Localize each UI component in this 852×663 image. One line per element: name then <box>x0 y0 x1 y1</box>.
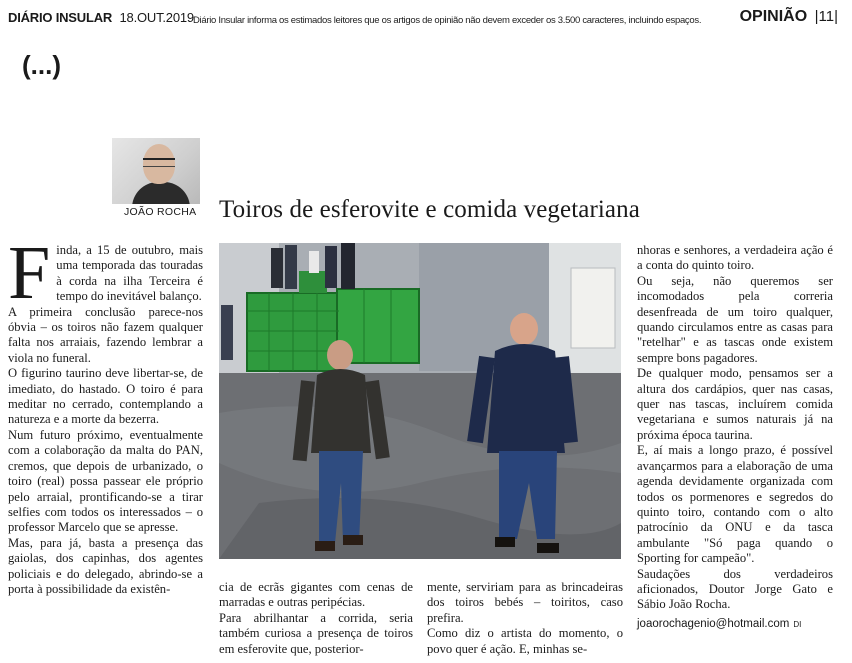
page-number: |11| <box>814 8 838 25</box>
author-email[interactable] <box>637 617 833 632</box>
article-column-3 <box>427 580 623 657</box>
issue-date: 18.OUT.2019 <box>119 10 194 25</box>
masthead <box>8 10 194 25</box>
paragraph: Saudações dos verdadeiros aficionados, Doutor Jorge Gato e Sábio João Rocha. <box>637 566 833 612</box>
paragraph: cia de ecrãs gigantes com cenas de marradas e outras peripécias. <box>219 580 413 610</box>
paragraph: Num futuro próximo, eventualmente com a colaboração da malta do PAN, cremos, que depois de urbanizado, o toiro (real) possa passear ele próprio pelo arraial, prontificando-se a tirar selfies com todos os interessados – o professor Marcelo que se apresse. <box>8 427 203 535</box>
paragraph: A primeira conclusão parece-nos óbvia – os toiros não fazem qualquer falta nos arraiais, fazendo lembrar a viola no funeral. <box>8 304 203 365</box>
drop-cap: F <box>8 231 51 315</box>
article-column-4 <box>637 243 833 632</box>
editorial-notice: Diário Insular informa os estimados leitores que os artigos de opinião não devem exceder os 3.500 caracteres, incluindo espaços. <box>193 15 702 26</box>
paragraph: nhoras e senhores, a verdadeira ação é a conta do quinto toiro. <box>637 243 833 273</box>
article-column-2 <box>219 580 413 657</box>
newspaper-name: DIÁRIO INSULAR <box>8 10 113 25</box>
article-photo <box>219 243 621 559</box>
paragraph: E, aí mais a longo prazo, é possível avançarmos para a elaboração de uma agenda devidamente organizada com todos os pormenores e segredos do quinto toiro, contando com o alto patrocínio da ONU e da tasca ambulante "Só paga quando o Sporting for campeão". <box>637 443 833 566</box>
email-address[interactable]: joaorochagenio@hotmail.com <box>637 617 790 630</box>
paragraph: Finda, a 15 de outubro, mais uma temporada das touradas à corda na ilha Terceira é tempo do inevitável balanço. <box>8 231 203 315</box>
paragraph: Ou seja, não queremos ser incomodados pela correria desenfreada de um toiro qualquer, quando circulamos entre as casas para "retelhar" e as tascas onde existem sempre bons pagadores. <box>637 273 833 365</box>
author-name: JOÃO ROCHA <box>124 206 197 218</box>
author-portrait <box>112 138 200 204</box>
paragraph: mente, serviriam para as brincadeiras dos toiros bebés – toiritos, caso prefira. <box>427 580 623 625</box>
section-name: OPINIÃO <box>739 8 808 25</box>
paragraph: Mas, para já, basta a presença das gaiolas, dos capinhas, dos agentes policiais e do delegado, abrindo-se a porta à possibilidade da existên- <box>8 535 203 596</box>
article-title: Toiros de esferovite e comida vegetariana <box>219 196 640 223</box>
paragraph: De qualquer modo, pensamos ser a altura dos cardápios, quer nas casas, quer nas tascas, incluírem comida vegetariana e sumos naturais já na próxima época taurina. <box>637 366 833 442</box>
paragraph: O figurino taurino deve libertar-se, de imediato, do hastado. O toiro é para meditar no cerrado, contemplando a natureza e a morte da bezerra. <box>8 366 203 427</box>
paragraph: Para abrilhantar a corrida, seria também curiosa a presença de toiros em esferovite que, posterior- <box>219 610 413 656</box>
paragraph: Como diz o artista do momento, o povo quer é ação. E, minhas se- <box>427 626 623 656</box>
section-label <box>740 8 838 26</box>
end-mark: DI <box>793 619 802 629</box>
article-column-1 <box>8 231 203 597</box>
ellipsis-mark: (...) <box>22 50 61 80</box>
